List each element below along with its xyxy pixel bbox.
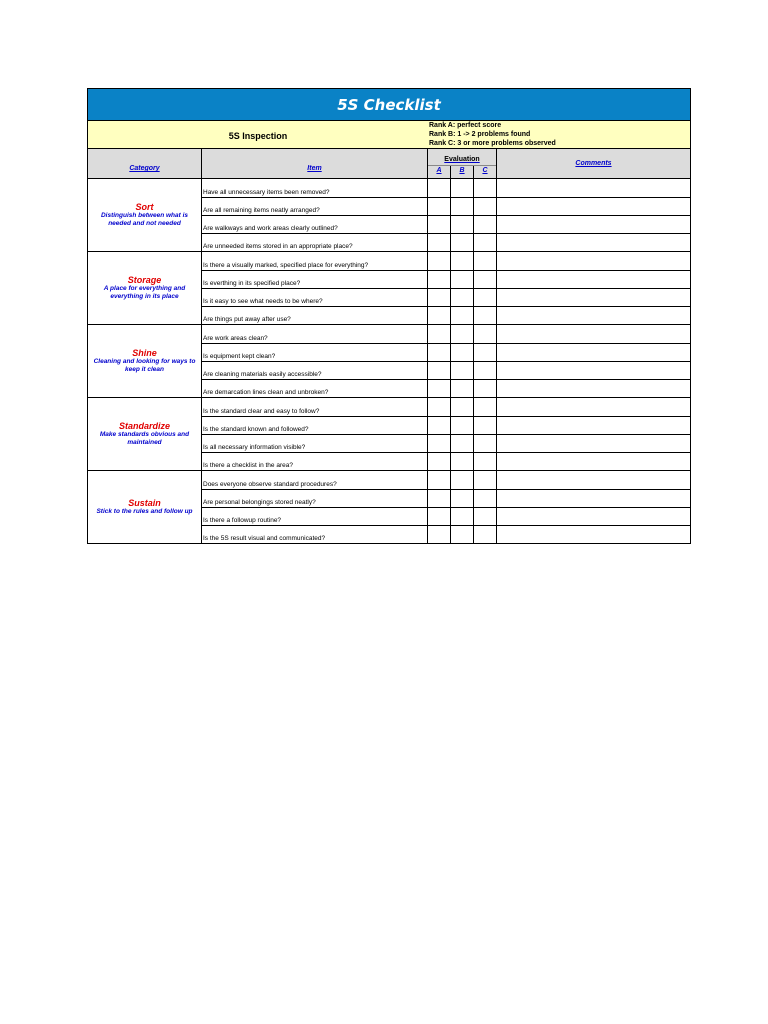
checklist-item: Is the standard clear and easy to follow? [202, 398, 428, 416]
category-group [88, 324, 690, 397]
category-cell [88, 398, 202, 470]
checklist-row [202, 252, 690, 270]
rank-c-cell[interactable] [474, 471, 497, 489]
rank-c-cell[interactable] [474, 234, 497, 251]
checklist-item: Are demarcation lines clean and unbroken? [202, 380, 428, 397]
rank-a-cell[interactable] [428, 307, 451, 324]
rank-a-cell[interactable] [428, 435, 451, 452]
checklist-item: Are work areas clean? [202, 325, 428, 343]
rank-b-cell[interactable] [451, 325, 474, 343]
checklist-item: Are things put away after use? [202, 307, 428, 324]
rank-b-cell[interactable] [451, 435, 474, 452]
rank-b-cell[interactable] [451, 252, 474, 270]
checklist-sheet [87, 88, 691, 544]
rank-a-cell[interactable] [428, 252, 451, 270]
comment-cell[interactable] [497, 471, 690, 489]
rank-b-cell[interactable] [451, 490, 474, 507]
rank-b-cell[interactable] [451, 471, 474, 489]
comment-cell[interactable] [497, 398, 690, 416]
rank-a-cell[interactable] [428, 453, 451, 470]
rank-a-text: Rank A: perfect score [429, 122, 502, 129]
rank-a-header[interactable]: A [428, 166, 451, 178]
rank-c-cell[interactable] [474, 252, 497, 270]
checklist-item: Is all necessary information visible? [202, 435, 428, 452]
category-group [88, 397, 690, 470]
checklist-item: Is there a checklist in the area? [202, 453, 428, 470]
rank-c-cell[interactable] [474, 398, 497, 416]
rank-legend [428, 121, 690, 148]
rank-c-cell[interactable] [474, 198, 497, 215]
checklist-row [202, 325, 690, 343]
rank-b-cell[interactable] [451, 179, 474, 197]
rank-b-cell[interactable] [451, 380, 474, 397]
rank-c-cell[interactable] [474, 271, 497, 288]
rank-a-cell[interactable] [428, 490, 451, 507]
comment-cell[interactable] [497, 508, 690, 525]
rank-b-cell[interactable] [451, 289, 474, 306]
rank-a-cell[interactable] [428, 508, 451, 525]
rank-b-cell[interactable] [451, 362, 474, 379]
rank-c-cell[interactable] [474, 453, 497, 470]
rank-c-cell[interactable] [474, 344, 497, 361]
checklist-item: Does everyone observe standard procedures? [202, 471, 428, 489]
checklist-item: Is everthing in its specified place? [202, 271, 428, 288]
comment-cell[interactable] [497, 344, 690, 361]
rank-a-cell[interactable] [428, 216, 451, 233]
rank-a-cell[interactable] [428, 289, 451, 306]
category-group [88, 179, 690, 251]
item-header[interactable]: Item [202, 149, 428, 178]
rank-b-cell[interactable] [451, 307, 474, 324]
checklist-row [202, 471, 690, 489]
category-name: Shine [132, 348, 157, 358]
rank-c-cell[interactable] [474, 307, 497, 324]
rank-a-cell[interactable] [428, 380, 451, 397]
inspection-title: 5S Inspection [228, 130, 288, 141]
rank-a-cell[interactable] [428, 398, 451, 416]
evaluation-header [428, 149, 497, 178]
checklist-row [202, 233, 690, 251]
checklist-row [202, 398, 690, 416]
comment-cell[interactable] [497, 526, 690, 543]
checklist-body [87, 179, 691, 544]
checklist-row [202, 179, 690, 197]
checklist-item: Is equipment kept clean? [202, 344, 428, 361]
checklist-item: Are personal belongings stored neatly? [202, 490, 428, 507]
checklist-item: Is the 5S result visual and communicated? [202, 526, 428, 543]
category-group [88, 251, 690, 324]
comment-cell[interactable] [497, 271, 690, 288]
checklist-item: Are cleaning materials easily accessible? [202, 362, 428, 379]
page-title: 5S Checklist [337, 95, 441, 114]
comments-header[interactable]: Comments [575, 160, 612, 167]
rank-a-cell[interactable] [428, 325, 451, 343]
comment-cell[interactable] [497, 453, 690, 470]
rank-b-cell[interactable] [451, 234, 474, 251]
checklist-row [202, 452, 690, 470]
rank-b-text: Rank B: 1 -> 2 problems found [429, 131, 531, 138]
checklist-item: Is there a visually marked, specified place for everything? [202, 252, 428, 270]
rank-a-cell[interactable] [428, 234, 451, 251]
rank-c-cell[interactable] [474, 216, 497, 233]
evaluation-subheaders [428, 165, 496, 178]
checklist-row [202, 270, 690, 288]
rank-c-cell[interactable] [474, 289, 497, 306]
checklist-row [202, 361, 690, 379]
checklist-row [202, 306, 690, 324]
rank-c-cell[interactable] [474, 380, 497, 397]
rank-c-cell[interactable] [474, 362, 497, 379]
category-group [88, 470, 690, 543]
checklist-row [202, 489, 690, 507]
rank-c-header[interactable]: C [482, 166, 488, 174]
title-bar [87, 88, 691, 121]
category-cell [88, 252, 202, 324]
rank-c-cell[interactable] [474, 179, 497, 197]
rank-b-cell[interactable] [451, 453, 474, 470]
comment-cell[interactable] [497, 435, 690, 452]
checklist-row [202, 343, 690, 361]
comment-cell[interactable] [497, 289, 690, 306]
rank-c-cell[interactable] [474, 417, 497, 434]
category-cell [88, 325, 202, 397]
comment-cell[interactable] [497, 417, 690, 434]
comment-cell[interactable] [497, 198, 690, 215]
comment-cell[interactable] [497, 179, 690, 197]
column-header-row [87, 149, 691, 179]
rank-b-cell[interactable] [451, 198, 474, 215]
rank-a-cell[interactable] [428, 471, 451, 489]
comment-cell[interactable] [497, 490, 690, 507]
comment-cell[interactable] [497, 362, 690, 379]
comment-cell[interactable] [497, 234, 690, 251]
rank-b-header[interactable]: B [451, 166, 474, 178]
rank-b-cell[interactable] [451, 344, 474, 361]
checklist-row [202, 525, 690, 543]
category-name: Storage [127, 275, 162, 285]
checklist-row [202, 507, 690, 525]
comment-cell[interactable] [497, 325, 690, 343]
checklist-item: Is there a followup routine? [202, 508, 428, 525]
checklist-row [202, 288, 690, 306]
category-description: A place for everything and everything in its place [103, 285, 186, 300]
category-description: Cleaning and looking for ways to keep it clean [93, 358, 196, 373]
checklist-item: Are walkways and work areas clearly outlined? [202, 216, 428, 233]
checklist-item: Are unneeded items stored in an appropriate place? [202, 234, 428, 251]
rank-c-cell[interactable] [474, 526, 497, 543]
rank-a-cell[interactable] [428, 271, 451, 288]
category-name: Sustain [128, 498, 161, 508]
rank-b-cell[interactable] [451, 271, 474, 288]
category-name: Standardize [118, 421, 170, 431]
rank-c-text: Rank C: 3 or more problems observed [429, 140, 556, 147]
rank-b-cell[interactable] [451, 526, 474, 543]
checklist-item: Are all remaining items neatly arranged? [202, 198, 428, 215]
rank-a-cell[interactable] [428, 362, 451, 379]
comment-cell[interactable] [497, 216, 690, 233]
category-description: Make standards obvious and maintained [99, 431, 190, 446]
checklist-item: Is it easy to see what needs to be where? [202, 289, 428, 306]
checklist-item: Have all unnecessary items been removed? [202, 179, 428, 197]
checklist-item: Is the standard known and followed? [202, 417, 428, 434]
rank-b-cell[interactable] [451, 398, 474, 416]
checklist-row [202, 416, 690, 434]
category-cell [88, 471, 202, 543]
checklist-row [202, 215, 690, 233]
category-description: Distinguish between what is needed and not needed [100, 212, 189, 227]
rank-c-cell[interactable] [474, 325, 497, 343]
rank-a-cell[interactable] [428, 344, 451, 361]
checklist-row [202, 197, 690, 215]
comment-cell[interactable] [497, 307, 690, 324]
rank-b-cell[interactable] [451, 216, 474, 233]
rank-a-cell[interactable] [428, 526, 451, 543]
rank-c-cell[interactable] [474, 435, 497, 452]
inspection-row [87, 121, 691, 149]
comment-cell[interactable] [497, 380, 690, 397]
checklist-row [202, 379, 690, 397]
category-cell [88, 179, 202, 251]
category-name: Sort [135, 202, 154, 212]
rank-b-cell[interactable] [451, 508, 474, 525]
checklist-row [202, 434, 690, 452]
rank-a-cell[interactable] [428, 198, 451, 215]
rank-b-cell[interactable] [451, 417, 474, 434]
rank-a-cell[interactable] [428, 417, 451, 434]
category-description: Stick to the rules and follow up [96, 508, 193, 515]
rank-a-cell[interactable] [428, 179, 451, 197]
category-header[interactable]: Category [88, 149, 202, 178]
rank-c-cell[interactable] [474, 508, 497, 525]
rank-c-cell[interactable] [474, 490, 497, 507]
evaluation-title: Evaluation [444, 155, 480, 163]
comment-cell[interactable] [497, 252, 690, 270]
